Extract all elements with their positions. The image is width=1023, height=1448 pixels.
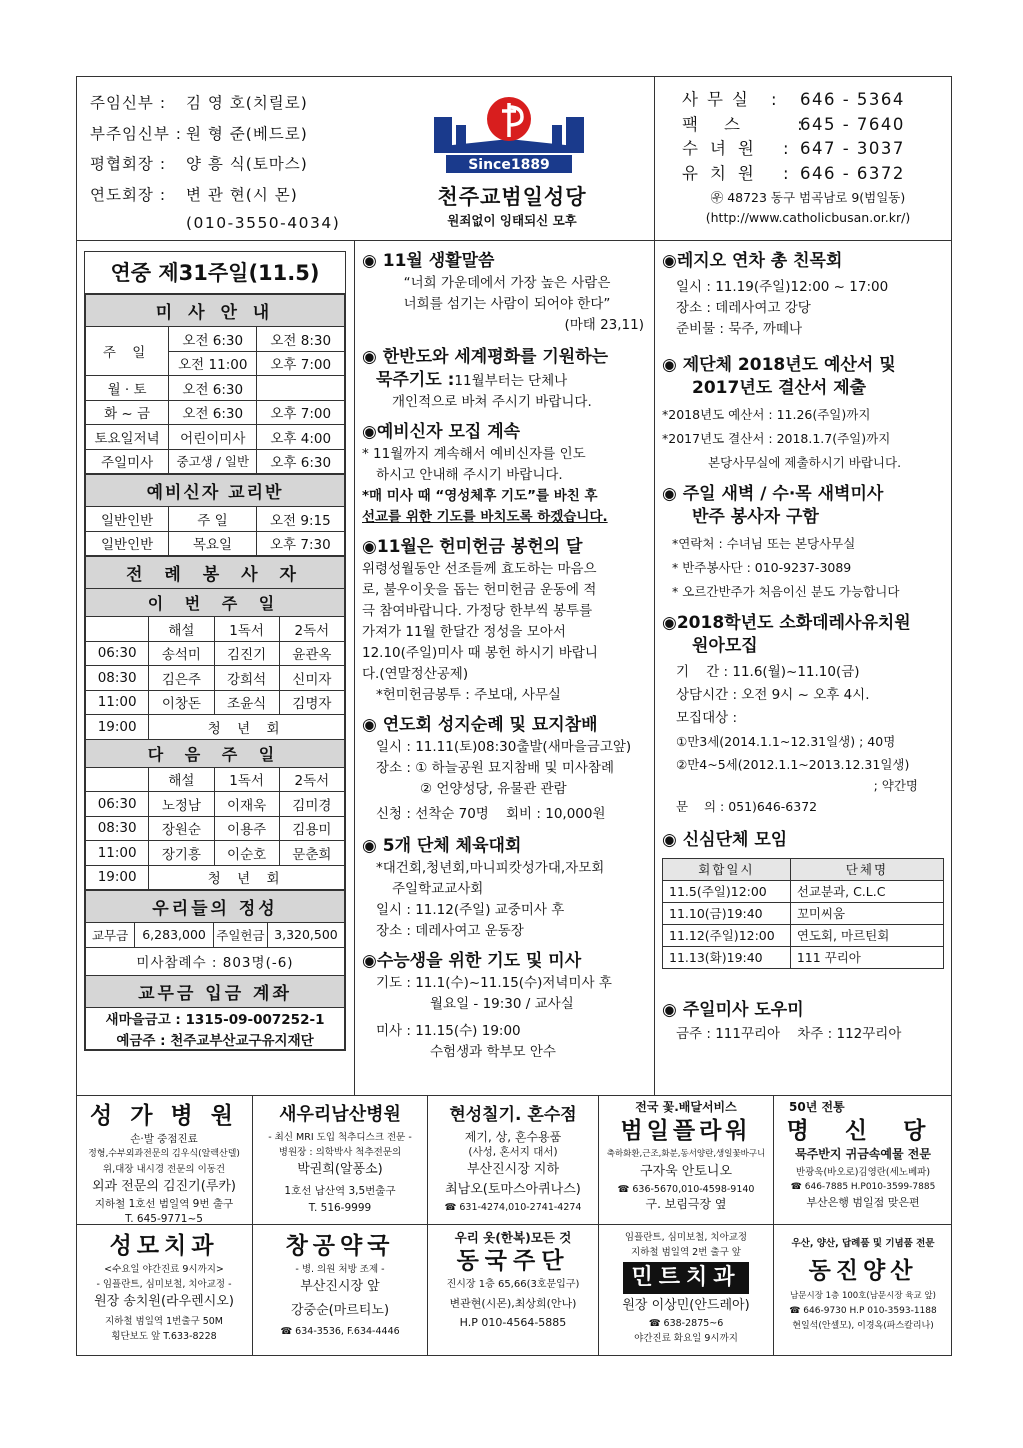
empty-cell — [86, 617, 149, 642]
mass-type: 어린이미사 — [169, 425, 257, 450]
sat-label: 토요일저녁 — [86, 425, 169, 450]
staff-baptism: (베드로) — [245, 124, 308, 143]
mass-type: 중고생 / 일반 — [169, 449, 257, 474]
left-panel — [84, 251, 346, 1051]
text-line: 신청 : 선착순 70명 회비 : 10,000원 — [376, 806, 606, 822]
divider — [354, 240, 355, 1095]
name-cell: 이재욱 — [214, 792, 279, 817]
staff-row — [90, 149, 360, 180]
divider — [76, 240, 952, 241]
text-line: 선교를 위한 기도를 바치도록 하겠습니다. — [362, 509, 608, 525]
text-line: 위령성월동안 선조들께 효도하는 마음으 — [362, 561, 597, 577]
ad-line: - 임플란트, 심미보철, 치아교정 - — [96, 1279, 232, 1290]
group-cell: 청 년 회 — [149, 865, 345, 890]
name-cell: 강희석 — [214, 666, 279, 691]
ad-name: 동진양산 — [808, 1258, 918, 1284]
table-row — [663, 947, 944, 969]
name-cell: 이창돈 — [149, 690, 214, 715]
ad-line: 50년 전통 — [789, 1100, 845, 1114]
contact-label: 유치원 : — [682, 163, 801, 183]
table-row — [663, 925, 944, 947]
section-subtitle: 반주 봉사자 구함 — [692, 507, 819, 527]
address-block — [672, 188, 944, 228]
staff-role: 평협회장 : — [90, 155, 167, 173]
next-week-title: 다 음 주 일 — [86, 739, 345, 767]
ad-line: 정형,수부외과전문의 김우식(알렉산델) — [88, 1149, 240, 1159]
name-cell: 장기흥 — [149, 841, 214, 866]
ad-name: 새우리남산병원 — [279, 1104, 401, 1125]
ad-line: ☎ 646-7885 H.P010-3599-7885 — [790, 1182, 936, 1192]
contact-row — [682, 137, 944, 162]
ad-line: 변관현(시몬),최상희(안나) — [449, 1297, 577, 1310]
text-line: *연락처 : 수녀님 또는 본당사무실 — [672, 536, 856, 551]
class-day: 주 일 — [169, 507, 257, 532]
contact-row — [682, 88, 944, 113]
text-line: * 11월까지 계속해서 예비신자를 인도 — [362, 446, 586, 462]
divider — [654, 76, 655, 240]
text-line: *매 미사 때 “영성체후 기도”를 바친 후 — [362, 488, 598, 504]
col-header: 2독서 — [279, 617, 344, 642]
col-header: 단체명 — [790, 859, 943, 881]
section-title: ◉수능생을 위한 기도 및 미사 — [362, 951, 582, 971]
ad-name: 성모치과 — [109, 1233, 219, 1259]
ad-line: 축하화환,근조,화분,동서양란,생일꽃바구니 — [606, 1149, 766, 1159]
ad-line: 외과 전문의 김진기(루카) — [92, 1179, 236, 1194]
staff-row — [90, 88, 360, 119]
divider — [252, 1095, 253, 1356]
class-time: 오전 9:15 — [256, 507, 344, 532]
ad-line: 원장 이상민(안드레아) — [622, 1298, 750, 1313]
section-subtitle: 원아모집 — [692, 636, 758, 656]
col-header: 1독서 — [214, 767, 279, 792]
text-line: * 반주봉사단 : 010-9237-3089 — [672, 560, 852, 575]
section-title: ◉ 주일미사 도우미 — [662, 1000, 804, 1020]
contact-list — [682, 88, 944, 186]
time-cell: 06:30 — [86, 792, 149, 817]
text-line: 기도 : 11.1(수)~11.15(수)저녁미사 후 — [376, 975, 612, 991]
section-title: ◉2018학년도 소화데레사유치원 — [662, 613, 911, 633]
ad-line: 지하철 1호선 범일역 9번 출구 — [94, 1198, 234, 1210]
ad-dongjin-umbrella — [775, 1230, 951, 1354]
staff-baptism: (치릴로) — [245, 94, 308, 112]
section-title: ◉11월은 헌미헌금 봉헌의 달 — [362, 537, 583, 557]
text-line: 극 참여바랍니다. 가정당 한부씩 봉투를 — [362, 603, 593, 619]
ad-line: ☎ 638-2875~6 — [648, 1318, 724, 1329]
text-line: ② 언양성당, 유물관 관람 — [420, 781, 567, 797]
sun-label: 주 일 — [86, 327, 169, 376]
text-line: 하시고 안내해 주시기 바랍니다. — [376, 467, 563, 483]
catechumen-title: 예비신자 교리반 — [86, 475, 345, 507]
text-line: 12.10(주일)미사 때 봉헌 하시기 바랍니 — [362, 645, 598, 661]
class-name: 일반인반 — [86, 531, 169, 556]
ad-sungmo-dental — [78, 1230, 250, 1354]
right-column — [662, 246, 948, 1045]
text-line: 준비물 : 묵주, 까떼나 — [676, 321, 803, 337]
name-cell: 송석미 — [149, 641, 214, 666]
text-line: 장소 : 데레사여고 운동장 — [376, 923, 524, 939]
quote-line: 너희를 섬기는 사람이 되어야 한다” — [403, 296, 611, 312]
quote-source: (마태 23,11) — [564, 317, 644, 333]
name-cell: 김진기 — [214, 641, 279, 666]
ad-line: 위,대장 내시경 전문의 이동건 — [102, 1164, 226, 1175]
text-line: 상담시간 : 오전 9시 ~ 오후 4시. — [676, 687, 870, 703]
liturgy-title: 전 례 봉 사 자 — [86, 557, 345, 589]
col-header: 회합일시 — [663, 859, 791, 881]
text-line: 가져가 11월 한달간 정성을 모아서 — [362, 624, 566, 640]
text-line: 일시 : 11.19(주일)12:00 ~ 17:00 — [676, 279, 889, 295]
text-line: *헌미헌금봉투 : 주보대, 사무실 — [376, 687, 561, 703]
name-cell: 장원순 — [149, 816, 214, 841]
staff-name: 변 관 현 — [186, 185, 246, 204]
this-week-title: 이 번 주 일 — [86, 589, 345, 617]
empty-cell — [86, 767, 149, 792]
ad-line: 반광욱(바오로)김영란(세노베파) — [795, 1167, 931, 1178]
staff-role: 부주임신부 : — [90, 124, 183, 143]
ad-line: 부산진시장 지하 — [466, 1162, 560, 1177]
mass-schedule-table — [85, 294, 345, 474]
text-line: *2017년도 결산서 : 2018.1.7(주일)까지 — [662, 431, 891, 446]
ad-line: 부산진시장 앞 — [300, 1279, 380, 1294]
ad-sungga-hospital — [78, 1100, 250, 1222]
text-line: *2018년도 예산서 : 11.26(주일)까지 — [662, 407, 871, 422]
mon-label: 월 · 토 — [86, 376, 169, 401]
ad-name: 창공약국 — [285, 1233, 395, 1259]
contact-label: 팩스 : — [682, 114, 829, 134]
ad-mint-dental — [600, 1230, 772, 1354]
group-cell: 선교분과, C.L.C — [790, 881, 943, 903]
logo-text: Since1889 — [468, 157, 550, 173]
ad-line: T. 516-9999 — [308, 1202, 372, 1214]
offering-table — [85, 890, 345, 1050]
table-row — [86, 690, 345, 715]
mass-time: 오전 6:30 — [169, 327, 257, 352]
name-cell: 이순호 — [214, 841, 279, 866]
table-row — [86, 792, 345, 817]
divider — [598, 1095, 599, 1356]
ad-line: 묵주반지 귀금속예물 전문 — [795, 1147, 931, 1161]
ad-line: 최남오(토마스아퀴나스) — [445, 1182, 581, 1197]
text-line: 모집대상 : — [676, 710, 738, 726]
staff-baptism: (시 몬) — [245, 185, 298, 204]
ad-line: 원장 송치원(라우렌시오) — [94, 1294, 234, 1309]
ad-line: 구자욱 안토니오 — [639, 1164, 733, 1179]
text-line: 다.(연말정산공제) — [362, 666, 469, 682]
ad-line: ☎ 631-4274,010-2741-4274 — [444, 1202, 582, 1213]
ad-line: 야간진료 화요일 9시까지 — [634, 1333, 738, 1344]
mass-time: 오전 6:30 — [169, 376, 257, 401]
col-header: 해설 — [149, 767, 214, 792]
date-cell: 11.12(주일)12:00 — [663, 925, 791, 947]
empty-cell — [257, 376, 345, 401]
offering-value: 6,283,000 — [135, 923, 214, 948]
time-cell: 19:00 — [86, 865, 149, 890]
table-row — [663, 903, 944, 925]
mass-time: 오후 7:00 — [257, 351, 345, 376]
ad-dongguk-judan — [429, 1230, 597, 1354]
col-header: 1독서 — [214, 617, 279, 642]
contact-value: 646 - 5364 — [800, 90, 905, 109]
ad-line: 전국 꽃.배달서비스 — [635, 1100, 737, 1114]
divider — [654, 240, 655, 1095]
text-line: 금주 : 111꾸리아 차주 : 112꾸리아 — [676, 1026, 902, 1042]
tue-label: 화 ~ 금 — [86, 400, 169, 425]
sunday-title: 연중 제31주일(11.5) — [85, 252, 345, 294]
group-cell: 청 년 회 — [149, 715, 345, 740]
contact-value: 646 - 6372 — [800, 163, 905, 183]
staff-name: 김 영 호 — [186, 94, 246, 112]
text-line: ②만4~5세(2012.1.1~2013.12.31일생) — [676, 757, 910, 772]
staff-role: 연도회장 : — [90, 185, 167, 204]
ad-name: 명 신 당 — [786, 1118, 940, 1144]
ad-line: ☎ 646-9730 H.P 010-3593-1188 — [789, 1306, 937, 1316]
section-title: ◉예비신자 모집 계속 — [362, 422, 521, 442]
staff-phone: (010-3550-4034) — [186, 214, 341, 232]
ad-line: H.P 010-4564-5885 — [459, 1316, 567, 1329]
text-line: 수험생과 학부모 안수 — [430, 1044, 556, 1060]
time-cell: 08:30 — [86, 666, 149, 691]
church-name: 천주교범일성당 — [437, 185, 587, 209]
ad-line: 강중순(마르티노) — [290, 1303, 390, 1318]
text-line: 월요일 - 19:30 / 교사실 — [430, 996, 574, 1012]
divider — [773, 1095, 774, 1356]
liturgy-table — [85, 556, 345, 890]
text-line: 기 간 : 11.6(월)~11.10(금) — [676, 664, 860, 680]
ad-line: 손·발 중점진료 — [130, 1133, 198, 1145]
offering-label: 주일헌금 — [213, 923, 267, 948]
rosary-line — [362, 369, 652, 392]
section-title: ◉ 제단체 2018년도 예산서 및 — [662, 355, 896, 375]
ad-line: 제기, 상, 혼수용품 — [464, 1130, 562, 1144]
divider — [427, 1095, 428, 1356]
contact-label: 사무실 : — [682, 90, 786, 109]
staff-baptism: (토마스) — [245, 155, 308, 173]
middle-column — [362, 246, 652, 1063]
contact-value: 647 - 3037 — [800, 139, 905, 158]
time-cell: 19:00 — [86, 715, 149, 740]
mass-time: 오전 11:00 — [169, 351, 257, 376]
account-holder: 예금주 : 천주교부산교구유지재단 — [86, 1029, 345, 1050]
church-address: ㉾ 48723 동구 범곡남로 9(범일동) — [710, 190, 906, 205]
table-row — [86, 816, 345, 841]
text-line: ; 약간명 — [873, 778, 918, 793]
mass-time: 오후 4:00 — [257, 425, 345, 450]
name-cell: 이용주 — [214, 816, 279, 841]
staff-name: 원 형 준 — [186, 124, 246, 143]
group-meeting-table — [662, 858, 944, 969]
text-line: *대건회,청년회,마니피캇성가대,자모회 — [376, 860, 605, 876]
date-cell: 11.13(화)19:40 — [663, 947, 791, 969]
ad-beomil-flower — [600, 1100, 772, 1222]
mass-time: 오후 7:00 — [257, 400, 345, 425]
ad-line: 횡단보도 앞 T.633-8228 — [111, 1331, 217, 1342]
mass-title: 미 사 안 내 — [86, 295, 345, 327]
staff-row — [90, 180, 360, 211]
ad-line: (사성, 혼서지 대서) — [468, 1146, 558, 1158]
section-title: ◉ 5개 단체 체육대회 — [362, 836, 522, 856]
class-name: 일반인반 — [86, 507, 169, 532]
ad-line: 지하철 범일역 1번출구 50M — [105, 1316, 223, 1327]
text-line: * 오르간반주가 처음이신 분도 가능합니다 — [672, 584, 900, 599]
col-header: 2독서 — [279, 767, 344, 792]
contact-row — [682, 113, 944, 138]
ad-name: 민트치과 — [623, 1262, 748, 1294]
account-title: 교무금 입금 계좌 — [86, 975, 345, 1007]
ad-line: 구. 보림극장 옆 — [645, 1197, 727, 1211]
time-cell: 11:00 — [86, 841, 149, 866]
staff-name: 양 흥 식 — [186, 155, 246, 173]
name-cell: 조윤식 — [214, 690, 279, 715]
text-line: 개인적으로 바쳐 주시기 바랍니다. — [392, 394, 592, 410]
church-motto: 원죄없이 잉태되신 모후 — [447, 213, 577, 228]
divider — [76, 1095, 952, 1096]
col-header: 해설 — [149, 617, 214, 642]
ad-line: 1호선 남산역 3,5번출구 — [284, 1185, 396, 1197]
table-row — [86, 641, 345, 666]
class-time: 오후 7:30 — [256, 531, 344, 556]
ad-name: 성 가 병 원 — [90, 1103, 238, 1129]
time-cell: 06:30 — [86, 641, 149, 666]
sun-eve-label: 주일미사 — [86, 449, 169, 474]
text-line: 로, 불우이웃을 돕는 헌미헌금 운동에 적 — [362, 582, 597, 598]
section-subtitle: 2017년도 결산서 제출 — [692, 378, 867, 398]
name-cell: 김미경 — [279, 792, 344, 817]
ad-line: 남문시장 1층 100호(남문시장 육교 앞) — [790, 1291, 936, 1301]
ad-name: 범일플라워 — [620, 1118, 752, 1144]
group-cell: 111 꾸리아 — [790, 947, 943, 969]
name-cell: 신미자 — [279, 666, 344, 691]
text-line: 문 의 : 051)646-6372 — [676, 799, 818, 814]
group-cell: 꼬미씨움 — [790, 903, 943, 925]
name-cell: 김은주 — [149, 666, 214, 691]
ad-saeuri-hospital — [254, 1100, 426, 1222]
name-cell: 김명자 — [279, 690, 344, 715]
ad-line: 지하철 범일역 2번 출구 앞 — [631, 1247, 741, 1258]
ad-line: 우리 옷(한복)모든 것 — [454, 1230, 572, 1245]
attendance: 미사참례수 : 803명(-6) — [86, 947, 345, 975]
text-line: 주일학교교사회 — [392, 881, 484, 897]
contact-value: 645 - 7640 — [800, 114, 905, 134]
staff-role: 주임신부 : — [90, 94, 167, 112]
ad-name: 동국주단 — [456, 1248, 570, 1274]
section-subtitle: 묵주기도 : — [376, 370, 455, 390]
name-cell: 김용미 — [279, 816, 344, 841]
mass-time: 오전 8:30 — [257, 327, 345, 352]
ad-line: 부산은행 범일점 맞은편 — [806, 1196, 920, 1209]
name-cell: 문춘희 — [279, 841, 344, 866]
quote — [362, 273, 652, 336]
time-cell: 08:30 — [86, 816, 149, 841]
ad-line: - 병. 의원 처방 조제 - — [295, 1264, 385, 1275]
table-row — [86, 865, 345, 890]
name-cell: 윤관옥 — [279, 641, 344, 666]
name-cell: 노정남 — [149, 792, 214, 817]
text-line: 장소 : ① 하늘공원 묘지참배 및 미사참례 — [376, 760, 615, 776]
text-line: 미사 : 11.15(수) 19:00 — [376, 1023, 521, 1039]
account-number: 새마을금고 : 1315-09-007252-1 — [86, 1007, 345, 1029]
section-title: ◉ 신심단체 모임 — [662, 830, 788, 850]
section-title: ◉ 주일 새벽 / 수·목 새벽미사 — [662, 484, 884, 504]
contact-label: 수녀원 : — [682, 139, 801, 158]
text-line: 11월부터는 단체나 — [454, 373, 568, 389]
text-line: 본당사무실에 제출하시기 바랍니다. — [708, 455, 902, 470]
text-line: 일시 : 11.12(주일) 교중미사 후 — [376, 902, 565, 918]
ad-hyunsung — [429, 1100, 597, 1222]
church-logo-icon — [432, 95, 586, 175]
staff-row — [90, 119, 360, 150]
group-cell: 연도회, 마르틴회 — [790, 925, 943, 947]
staff-list — [90, 88, 360, 236]
ad-name: 현성칠기. 혼수점 — [449, 1105, 577, 1125]
table-row — [663, 881, 944, 903]
table-row — [86, 841, 345, 866]
text-line: ①만3세(2014.1.1~12.31일생) ; 40명 — [676, 734, 896, 749]
ad-myungshin — [775, 1100, 951, 1222]
ad-line: 우산, 양산, 답례품 및 기념품 전문 — [791, 1238, 935, 1249]
ad-line: <수요일 야간진료 9시까지> — [104, 1264, 224, 1275]
catechumen-table — [85, 474, 345, 556]
ad-changgong-pharmacy — [254, 1230, 426, 1354]
section-title: ◉레지오 연차 총 친목회 — [662, 251, 843, 271]
date-cell: 11.5(주일)12:00 — [663, 881, 791, 903]
ad-line: - 최신 MRI 도입 척추디스크 전문 - — [268, 1132, 412, 1143]
ad-line: ☎ 636-5670,010-4598-9140 — [617, 1184, 755, 1195]
ad-line: 임플란트, 심미보철, 치아교정 — [624, 1232, 748, 1243]
offering-value: 3,320,500 — [267, 923, 344, 948]
table-row — [86, 666, 345, 691]
section-title: ◉ 연도회 성지순례 및 묘지참배 — [362, 715, 598, 735]
ad-line: 진시장 1층 65,66(3호문입구) — [446, 1279, 580, 1290]
section-title: ◉ 11월 생활말씀 — [362, 251, 495, 271]
ad-line: 병원장 : 의학박사 척추전문의 — [278, 1147, 402, 1158]
mass-time: 오후 6:30 — [257, 449, 345, 474]
ad-line: T. 645-9771~5 — [125, 1213, 203, 1222]
class-day: 목요일 — [169, 531, 257, 556]
table-row — [86, 715, 345, 740]
ad-line: 박권희(알퐁소) — [297, 1162, 383, 1177]
ad-line: ☎ 634-3536, F.634-4446 — [280, 1326, 400, 1337]
offering-title: 우리들의 정성 — [86, 891, 345, 923]
divider — [76, 1224, 952, 1225]
contact-row — [682, 162, 944, 187]
quote-line: “너희 가운데에서 가장 높은 사람은 — [403, 275, 611, 291]
text-line: 장소 : 데레사여고 강당 — [676, 300, 811, 316]
date-cell: 11.10(금)19:40 — [663, 903, 791, 925]
section-title: ◉ 한반도와 세계평화를 기원하는 — [362, 347, 609, 367]
offering-label: 교무금 — [86, 923, 135, 948]
text-line: 일시 : 11.11(토)08:30출발(새마을금고앞) — [376, 739, 632, 755]
church-website[interactable]: (http://www.catholicbusan.or.kr/) — [705, 210, 911, 225]
ad-line: 현일석(안셀모), 이경옥(파스칼리나) — [792, 1321, 934, 1331]
mass-time: 오전 6:30 — [169, 400, 257, 425]
time-cell: 11:00 — [86, 690, 149, 715]
